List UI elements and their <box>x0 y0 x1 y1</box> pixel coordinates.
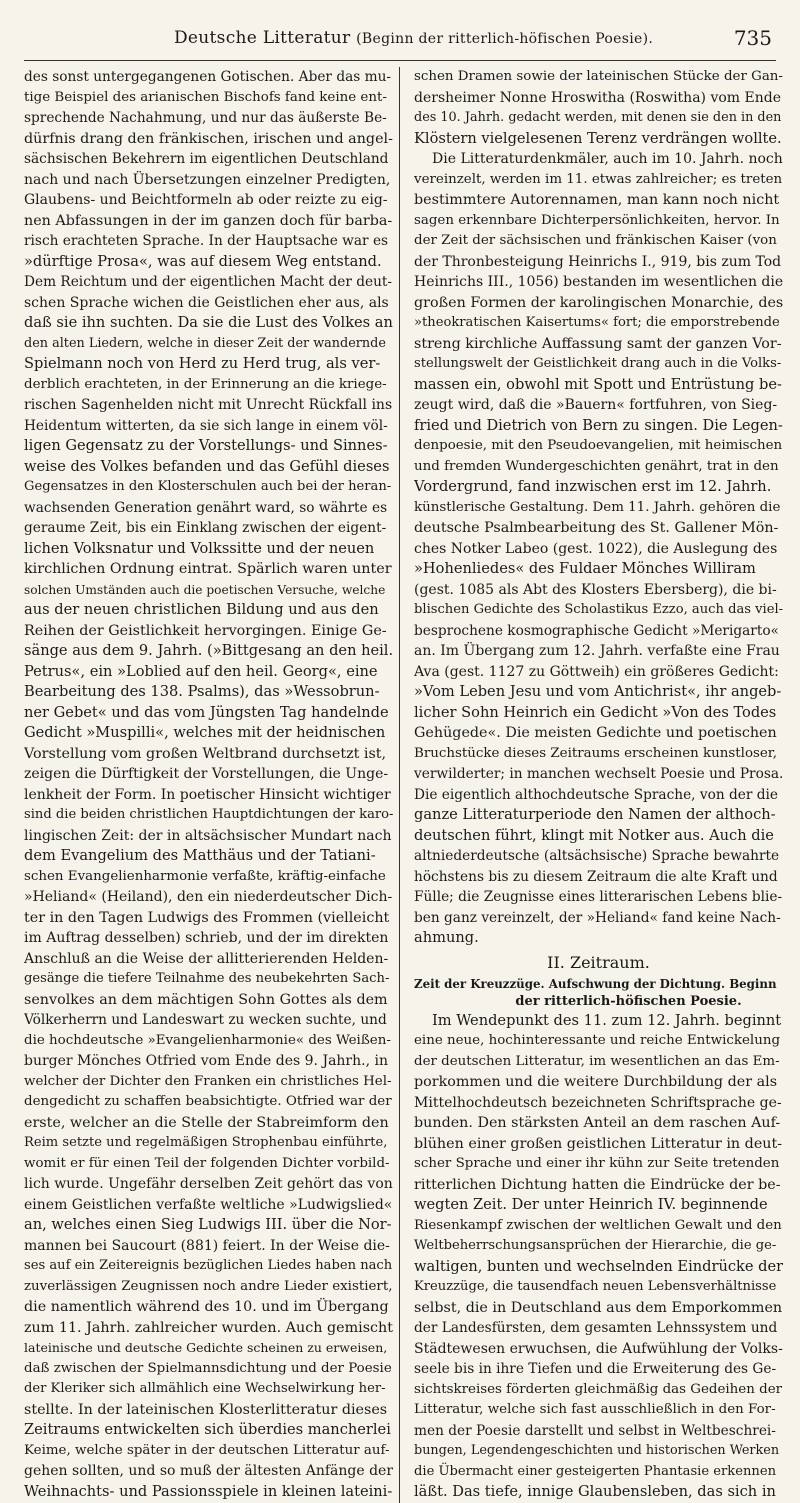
text-line: risch erachteten Sprache. In der Hauptsache war es <box>24 233 389 249</box>
text-line: Dem Reichtum und der eigentlichen Macht der deut- <box>24 274 393 290</box>
text-line: Völkerherrn und Landeswart zu wecken suchte, und <box>24 1012 387 1028</box>
text-line: Ava (gest. 1127 zu Göttweih) ein größeres Gedicht: <box>414 663 779 680</box>
text-line: Die Litteraturdenkmäler, auch im 10. Jahrh. noch <box>432 151 783 167</box>
text-line: Vordergrund, fand inzwischen erst im 12. Jahrh. <box>414 478 772 495</box>
text-line: ben ganz vereinzelt, der »Heliand« fand keine Nach- <box>414 909 781 926</box>
section-title: II. Zeitraum. <box>547 952 650 972</box>
text-line: Städtewesen erwuchsen, die Aufwühlung der Volks- <box>414 1340 783 1357</box>
text-line: (gest. 1085 als Abt des Klosters Ebersberg), die bi- <box>414 581 777 598</box>
text-line: Gedicht »Muspilli«, welches mit der heidnischen <box>24 724 386 741</box>
text-line: altniederdeutsche (altsächsische) Sprache bewahrte <box>414 848 780 864</box>
text-line: vereinzelt, werden im 11. etwas zahlreicher; es treten <box>414 171 783 187</box>
text-line: mannen bei Saucourt (881) feiert. In der Weise die- <box>24 1237 390 1254</box>
text-line: Bruchstücke dieses Zeitraums erscheinen kunstloser, <box>414 745 777 761</box>
text-line: womit er für einen Teil der folgenden Dichter vorbild- <box>24 1155 390 1171</box>
text-line: senvolkes an dem mächtigen Sohn Gottes als dem <box>24 991 388 1008</box>
text-line: scher Sprache und einer ihr kühn zur Seite tretenden <box>414 1156 780 1171</box>
text-line: kirchlichen Ordnung eintrat. Spärlich waren unter <box>24 561 392 577</box>
text-line: gehen sollten, und so muß der ältesten Anfänge der <box>24 1463 393 1479</box>
text-line: großen Formen der karolingischen Monarchie, des <box>414 294 783 311</box>
text-line: derblich erachteten, in der Erinnerung an die kriege- <box>24 376 387 392</box>
text-line: an, welches einen Sieg Ludwigs III. über die Nor- <box>24 1216 392 1233</box>
text-line: sichtskreises förderten gleichmäßig das Gedeihen der <box>414 1381 783 1397</box>
text-line: dengedicht zu schaffen beabsichtigte. Otfried war der <box>24 1094 392 1109</box>
text-line: »Heliand« (Heiland), den ein niederdeutscher Dich- <box>24 889 393 905</box>
text-line: ritterlichen Dichtung hatten die Eindrücke der be- <box>414 1176 781 1193</box>
text-line: zum 11. Jahrh. zahlreicher wurden. Auch gemischt <box>24 1319 393 1336</box>
text-line: lichen Volksnatur und Volkssitte und der neuen <box>24 539 375 557</box>
text-line: stellungswelt der Geistlichkeit drang auch in die Volks- <box>414 356 782 371</box>
text-line: »Hohenliedes« des Fuldaer Mönches Williram <box>414 560 756 577</box>
text-line: sächsischen Bekehrern im eigentlichen Deutschland <box>24 151 389 167</box>
text-line: seele bis in ihre Tiefen und die Erweiterung des Ge- <box>414 1361 777 1377</box>
text-line: Die eigentlich althochdeutsche Sprache, von der die <box>414 786 779 803</box>
text-line: Gegensatzes in den Klosterschulen auch bei der heran- <box>24 479 392 494</box>
text-line: daß sie ihn suchten. Da sie die Lust des Volkes an <box>24 314 393 331</box>
text-line: wachsenden Generation genährt ward, so währte es <box>24 499 388 516</box>
text-line: weise des Volkes befanden und das Gefühl dieses <box>24 457 390 475</box>
text-line: rischen Sagenhelden nicht mit Unrecht Rückfall ins <box>24 397 393 413</box>
text-line: »dürftige Prosa«, was auf diesem Weg entstand. <box>24 252 382 270</box>
text-line: welcher der Dichter den Franken ein christliches Hel- <box>24 1073 392 1089</box>
text-line: deutschen führt, klingt mit Notker aus. Auch die <box>414 826 774 844</box>
text-line: die hochdeutsche »Evangelienharmonie« des Weißen- <box>24 1032 391 1048</box>
text-line: Gehügede«. Die meisten Gedichte und poetischen <box>414 725 777 741</box>
text-line: läßt. Das tiefe, innige Glaubensleben, das sich in <box>414 1483 776 1500</box>
text-line: »Vom Leben Jesu und vom Antichrist«, ihr angeb- <box>414 683 782 700</box>
text-line: wegten Zeit. Der unter Heinrich IV. beginnende <box>414 1196 768 1213</box>
text-line: lingischen Zeit: der in altsächsischer Mundart nach <box>24 827 392 844</box>
text-line: aus der neuen christlichen Bildung und aus den <box>24 601 379 618</box>
text-line: Heinrichs III., 1056) bestanden im wesentlichen die <box>414 274 783 290</box>
text-line: eine neue, hochinteressante und reiche Entwickelung <box>414 1033 781 1048</box>
text-line: schen Evangelienharmonie verfaßte, kräftig-einfache <box>24 868 386 884</box>
text-line: Petrus«, ein »Loblied auf den heil. Georg«, eine <box>24 662 378 680</box>
text-line: Anschluß an die Weise der allitterierenden Helden- <box>24 950 389 967</box>
running-head-title: Deutsche Litteratur <box>174 28 351 48</box>
text-line: Glaubens- und Beichtformeln ab oder reizte zu eig- <box>24 192 388 208</box>
text-line: Heidentum witterten, da sie sich lange in einem völ- <box>24 417 388 434</box>
text-line: Weltbeherrschungsansprüchen der Hierarchie, die ge- <box>414 1238 777 1253</box>
text-line: nach und nach Übersetzungen einzelner Predigten, <box>24 171 391 188</box>
text-line: die Übermacht einer gesteigerten Phantasie erkennen <box>414 1463 777 1479</box>
text-line: »theokratischen Kaisertums« fort; die emporstrebende <box>414 315 780 330</box>
text-line: sänge aus dem 9. Jahrh. (»Bittgesang an den heil. <box>24 642 393 659</box>
text-line: Spielmann noch von Herd zu Herd trug, als ver- <box>24 355 381 372</box>
text-line: Im Wendepunkt des 11. zum 12. Jahrh. beginnt <box>432 1011 782 1029</box>
text-line: deutsche Psalmbearbeitung des St. Gallener Mön- <box>414 520 779 536</box>
text-line: der Thronbesteigung Heinrichs I., 919, bis zum Tod <box>414 253 782 270</box>
text-line: verwilderter; in manchen wechselt Poesie und Prosa. <box>414 766 783 782</box>
running-head <box>174 28 653 48</box>
text-line: Zeitraums entwickelten sich überdies mancherlei <box>24 1421 391 1438</box>
text-line: ahmung. <box>414 929 479 946</box>
text-line: selbst, die in Deutschland aus dem Emporkommen <box>414 1299 783 1316</box>
text-line: fried und Dietrich von Bern zu singen. Die Legen- <box>414 416 783 434</box>
text-columns <box>24 67 783 1503</box>
text-line: zeigen die Dürftigkeit der Vorstellungen, die Unge- <box>24 766 389 782</box>
text-line: daß zwischen der Spielmannsdichtung und der Poesie <box>24 1360 392 1376</box>
text-line: Reim setzte und regelmäßigen Strophenbau einführte, <box>24 1135 388 1150</box>
text-line: sagen erkennbare Dichterpersönlichkeiten, hervor. In <box>414 212 780 228</box>
text-line: dürfnis drang den fränkischen, irischen und angel- <box>24 130 393 147</box>
text-line: burger Mönches Otfried vom Ende des 9. Jahrh., in <box>24 1053 388 1069</box>
text-line: Riesenkampf zwischen der weltlichen Gewalt und den <box>414 1217 782 1233</box>
text-line: porkommen und die weitere Durchbildung der als <box>414 1074 778 1090</box>
text-line: Reihen der Geistlichkeit hervorgingen. Einige Ge- <box>24 622 387 639</box>
text-line: dersheimer Nonne Hroswitha (Roswitha) vom Ende <box>414 89 781 106</box>
text-line: licher Sohn Heinrich ein Gedicht »Von des Todes <box>414 703 777 721</box>
text-line: bunden. Den stärksten Anteil an dem raschen Auf- <box>414 1115 781 1131</box>
text-line: streng kirchliche Auffassung samt der ganzen Vor- <box>414 335 782 352</box>
text-line: lich wurde. Ungefähr derselben Zeit gehört das von <box>24 1176 393 1192</box>
text-line: erste, welcher an die Stelle der Stabreimform den <box>24 1114 389 1131</box>
text-line: schen Sprache wichen die Geistlichen eher aus, als <box>24 294 389 311</box>
text-line: den alten Liedern, welche in dieser Zeit der wandernde <box>24 335 386 351</box>
text-line: ses auf ein Zeitereignis bezüglichen Liedes haben nach <box>24 1258 393 1273</box>
text-line: im Auftrag desselben) schrieb, und der im direkten <box>24 930 389 946</box>
page-header <box>24 26 776 61</box>
text-line: dem Evangelium des Matthäus und der Tatiani- <box>24 847 376 864</box>
text-line: ner Gebet« und das vom Jüngsten Tag handelnde <box>24 703 389 721</box>
section-subtitle-line-1: Zeit der Kreuzzüge. Aufschwung der Dichtung. Beginn <box>414 976 777 991</box>
text-line: solchen Umständen auch die poetischen Versuche, welche <box>24 582 386 597</box>
text-line: ter in den Tagen Ludwigs des Frommen (vielleicht <box>24 909 390 926</box>
text-line: blühen einer großen geistlichen Litteratur in deut- <box>414 1135 783 1152</box>
text-line: der Landesfürsten, dem gesamten Lehnssystem und <box>414 1320 778 1336</box>
right-column-text-top <box>414 67 783 949</box>
text-line: Keime, welche später in der deutschen Litteratur auf- <box>24 1442 390 1458</box>
text-line: Fülle; die Zeugnisse eines litterarischen Lebens blie- <box>414 889 783 905</box>
text-line: der Kleriker sich allmählich eine Wechselwirkung her- <box>24 1381 386 1396</box>
text-line: denpoesie, mit den Pseudoevangelien, mit heimischen <box>414 438 783 453</box>
text-line: und fremden Wundergeschichten genährt, trat in den <box>414 458 779 474</box>
text-line: Mittelhochdeutsch bezeichneten Schriftsprache ge- <box>414 1094 782 1111</box>
text-line: schen Dramen sowie der lateinischen Stücke der Gan- <box>414 69 783 84</box>
text-line: ches Notker Labeo (gest. 1022), die Auslegung des <box>414 540 778 557</box>
text-line: künstlerische Gestaltung. Dem 11. Jahrh. gehören die <box>414 499 781 515</box>
text-line: der deutschen Litteratur, im wesentlichen an das Em- <box>414 1053 780 1069</box>
right-column-text-bottom <box>414 1011 783 1503</box>
text-line: ganze Litteraturperiode den Namen der althoch- <box>414 806 776 823</box>
text-line: des 10. Jahrh. gedacht werden, mit denen sie den in den <box>414 110 782 125</box>
text-line: besprochene kosmographische Gedicht »Merigarto« <box>414 622 779 639</box>
text-line: tige Beispiel des arianischen Bischofs fand keine ent- <box>24 89 387 105</box>
text-line: des sonst untergegangenen Gotischen. Aber das mu- <box>24 69 392 85</box>
text-line: sind die beiden christlichen Hauptdichtungen der karo- <box>24 807 393 822</box>
text-line: Klöstern vielgelesenen Terenz verdrängen wollte. <box>414 129 782 147</box>
text-line: lenkheit der Form. In poetischer Hinsicht wichtiger <box>24 786 391 803</box>
left-column <box>24 67 400 1503</box>
text-line: waltigen, bunten und wechselnden Eindrücke der <box>414 1257 783 1275</box>
text-line: nen Abfassungen in der im ganzen doch für barba- <box>24 212 393 229</box>
text-line: Litteratur, welche sich fast ausschließlich in den For- <box>414 1402 776 1417</box>
text-line: Weihnachts- und Passionsspiele in kleinen lateini- <box>24 1482 393 1500</box>
section-subtitle-line-2: der ritterlich-höfischen Poesie. <box>515 993 742 1009</box>
text-line: Vorstellung vom großen Weltbrand durchsetzt ist, <box>24 745 387 762</box>
text-line: blischen Gedichte des Scholastikus Ezzo, auch das viel- <box>414 602 783 617</box>
text-line: der Zeit der sächsischen und fränkischen Kaiser (von <box>414 233 777 248</box>
text-line: zuverlässigen Zeugnissen noch andre Lieder existiert, <box>24 1278 393 1294</box>
text-line: bungen, Legendengeschichten und historischen Werken <box>414 1443 780 1458</box>
text-line: ligen Gegensatz zu der Vorstellungs- und Sinnes- <box>24 437 388 454</box>
text-line: sprechende Nachahmung, und nur das äußerste Be- <box>24 110 387 126</box>
text-line: massen ein, obwohl mit Spott und Entrüstung be- <box>414 375 782 393</box>
running-head-subtitle: (Beginn der ritterlich-höfischen Poesie). <box>356 31 654 47</box>
text-line: die namentlich während des 10. und im Übergang <box>24 1299 389 1315</box>
text-line: einem Geistlichen verfaßte weltliche »Ludwigslied« <box>24 1196 393 1213</box>
text-line: Kreuzzüge, die tausendfach neuen Lebensverhältnisse <box>414 1279 777 1294</box>
text-line: geraume Zeit, bis ein Einklang zwischen der eigent- <box>24 520 387 536</box>
text-line: höchstens bis zu diesem Zeitraum die alte Kraft und <box>414 868 778 885</box>
text-line: stellte. In der lateinischen Klosterlitteratur dieses <box>24 1401 388 1418</box>
text-line: an. Im Übergang zum 12. Jahrh. verfaßte eine Frau <box>414 643 780 659</box>
text-line: lateinische und deutsche Gedichte scheinen zu erweisen, <box>24 1340 388 1355</box>
text-line: Bearbeitung des 138. Psalms), das »Wessobrun- <box>24 683 380 700</box>
page-number: 735 <box>733 26 772 50</box>
text-line: men der Poesie darstellt und selbst in Weltbeschrei- <box>414 1422 776 1439</box>
text-line: gesänge die tiefere Teilnahme des neubekehrten Sach- <box>24 971 390 986</box>
right-column <box>414 67 783 1503</box>
text-line: bestimmtere Autorennamen, man kann noch nicht <box>414 192 780 208</box>
text-line: zeugt wird, daß die »Bauern« fortfuhren, von Sieg- <box>414 397 778 413</box>
